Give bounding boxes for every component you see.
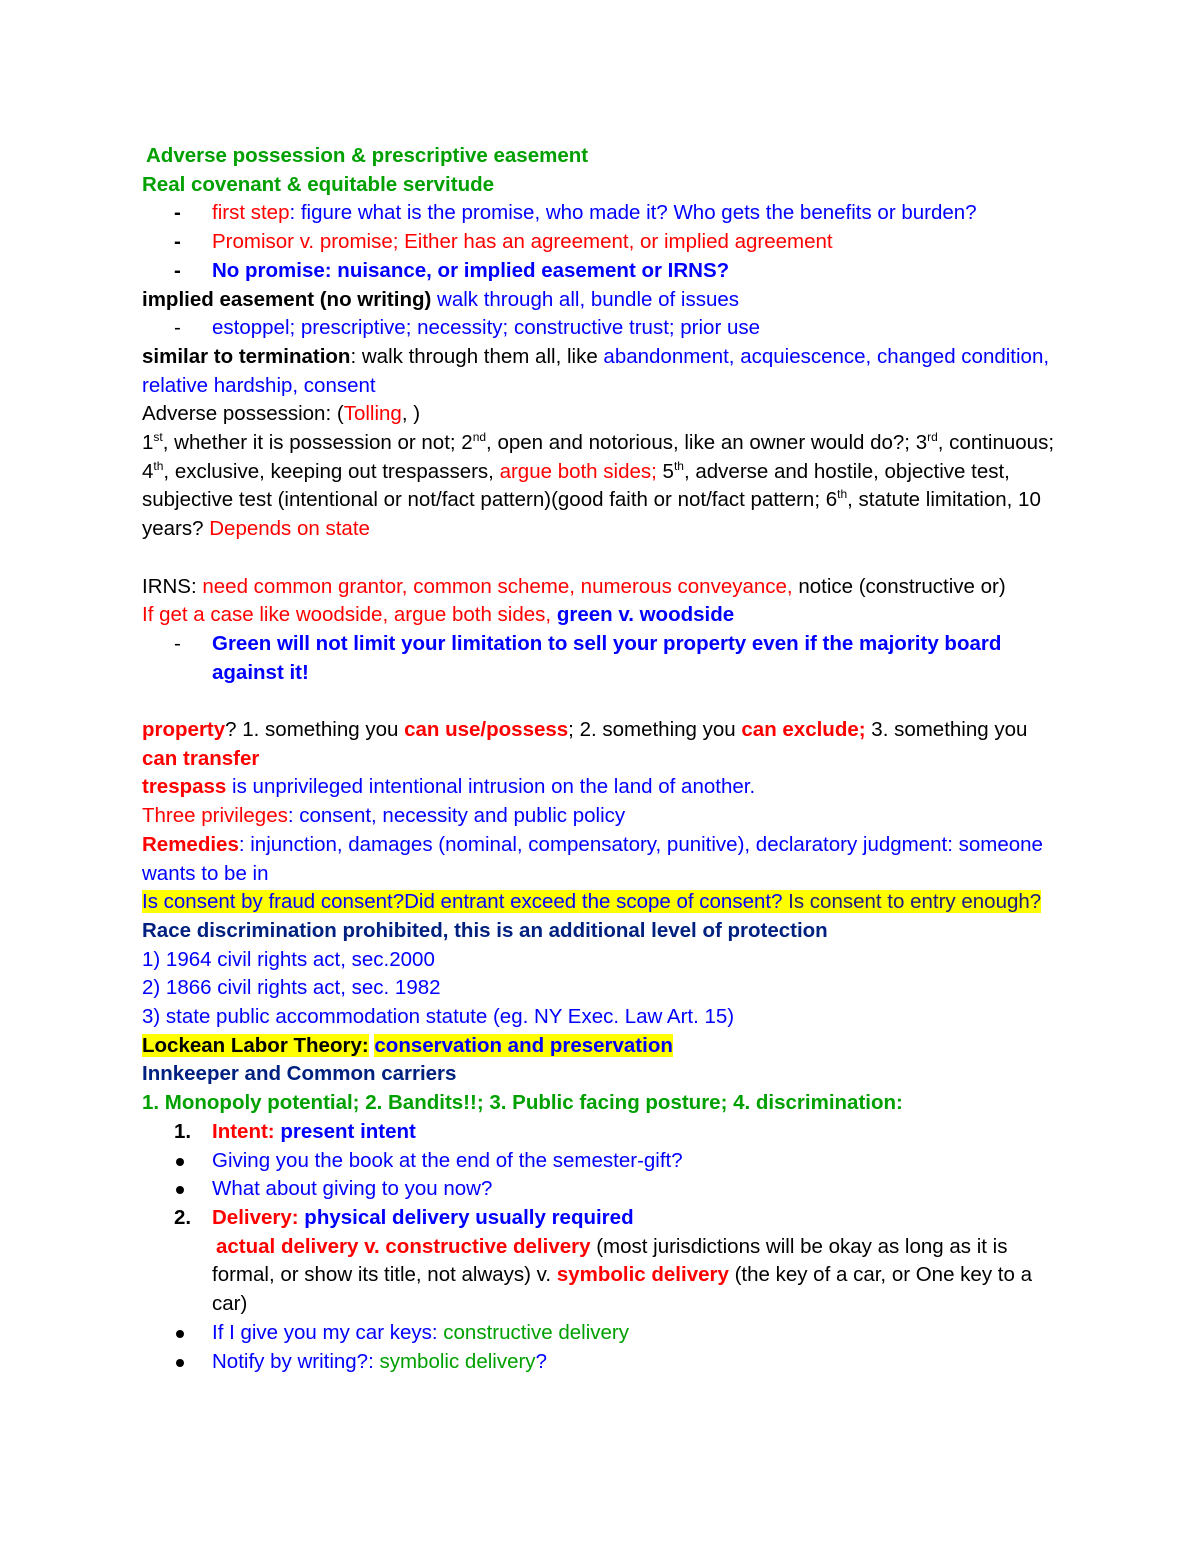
property-definition: property? 1. something you can use/possess; 2. something you can exclude; 3. something you can transfer <box>142 718 1028 770</box>
dash-marker: - <box>174 258 181 282</box>
blank-line <box>142 544 1062 573</box>
heading-real-covenant: Real covenant & equitable servitude <box>142 172 495 196</box>
race-item: 1) 1964 civil rights act, sec.2000 <box>142 947 435 971</box>
list-item: - estoppel; prescriptive; necessity; constructive trust; prior use <box>142 314 1062 343</box>
trespass-definition: trespass is unprivileged intentional intrusion on the land of another. <box>142 775 756 799</box>
factors-line: 1. Monopoly potential; 2. Bandits!!; 3. Public facing posture; 4. discrimination: <box>142 1091 903 1115</box>
document-body <box>142 142 1062 1376</box>
lockean-line: Lockean Labor Theory: conservation and preservation <box>142 1033 673 1057</box>
consent-questions: Is consent by fraud consent?Did entrant exceed the scope of consent? Is consent to entry enough? <box>142 890 1042 914</box>
race-discrimination-heading: Race discrimination prohibited, this is an additional level of protection <box>142 918 828 942</box>
race-item: 2) 1866 civil rights act, sec. 1982 <box>142 976 441 1000</box>
dash-marker: - <box>174 631 181 655</box>
bullet-item: What about giving to you now? <box>142 1175 1062 1204</box>
adverse-possession-line: Adverse possession: (Tolling, ) <box>142 402 421 426</box>
termination-paragraph: similar to termination: walk through them all, like abandonment, acquiescence, changed condition, relative hardship, consent <box>142 344 1050 397</box>
bullet-item: If I give you my car keys: constructive delivery <box>142 1319 1062 1348</box>
woodside-line: If get a case like woodside, argue both sides, green v. woodside <box>142 603 735 627</box>
dash-marker: - <box>174 230 181 254</box>
list-item: - first step: figure what is the promise, who made it? Who gets the benefits or burden? <box>142 199 1062 228</box>
bullet-item: Notify by writing?: symbolic delivery? <box>142 1348 1062 1377</box>
list-item: - Promisor v. promise; Either has an agreement, or implied agreement <box>142 228 1062 257</box>
bullet-icon <box>176 1175 200 1204</box>
bullet-item: Giving you the book at the end of the semester-gift? <box>142 1147 1062 1176</box>
dash-marker: - <box>174 316 181 340</box>
list-item: - No promise: nuisance, or implied easement or IRNS? <box>142 257 1062 286</box>
adverse-possession-elements: 1st, whether it is possession or not; 2nd, open and notorious, like an owner would do?; 3rd, continuous; 4th, exclusive, keeping out trespassers, argue both sides; 5th, adverse and hostile, objective test, subjective test (intentional or not/fact pattern)(good faith or not/fact pattern; 6th, statute limitation, 10 years? Depends on state <box>142 430 1055 541</box>
blank-line <box>142 687 1062 716</box>
remedies-line: Remedies: injunction, damages (nominal, compensatory, punitive), declaratory judgment: someone wants to be in <box>142 832 1043 885</box>
bullet-icon <box>176 1319 200 1348</box>
bullet-icon <box>176 1348 200 1377</box>
race-item: 3) state public accommodation statute (eg. NY Exec. Law Art. 15) <box>142 1005 735 1029</box>
numbered-item: 2. Delivery: physical delivery usually required <box>174 1205 634 1229</box>
bullet-icon <box>176 1147 200 1176</box>
privileges-line: Three privileges: consent, necessity and public policy <box>142 804 626 828</box>
delivery-explanation: actual delivery v. constructive delivery (most jurisdictions will be okay as long as it is formal, or show its title, not always) v. symbolic delivery (the key of a car, or One key to a car) <box>212 1234 1032 1316</box>
dash-marker: - <box>174 201 181 225</box>
irns-line: IRNS: need common grantor, common scheme, numerous conveyance, notice (constructive or) <box>142 574 1006 598</box>
list-item: - Green will not limit your limitation to sell your property even if the majority board against it! <box>174 631 1002 684</box>
heading-adverse-possession: Adverse possession & prescriptive easement <box>146 144 589 167</box>
numbered-item: 1. Intent: present intent <box>174 1119 416 1143</box>
innkeeper-heading: Innkeeper and Common carriers <box>142 1062 457 1086</box>
implied-easement-line: implied easement (no writing) walk through all, bundle of issues <box>142 287 739 311</box>
